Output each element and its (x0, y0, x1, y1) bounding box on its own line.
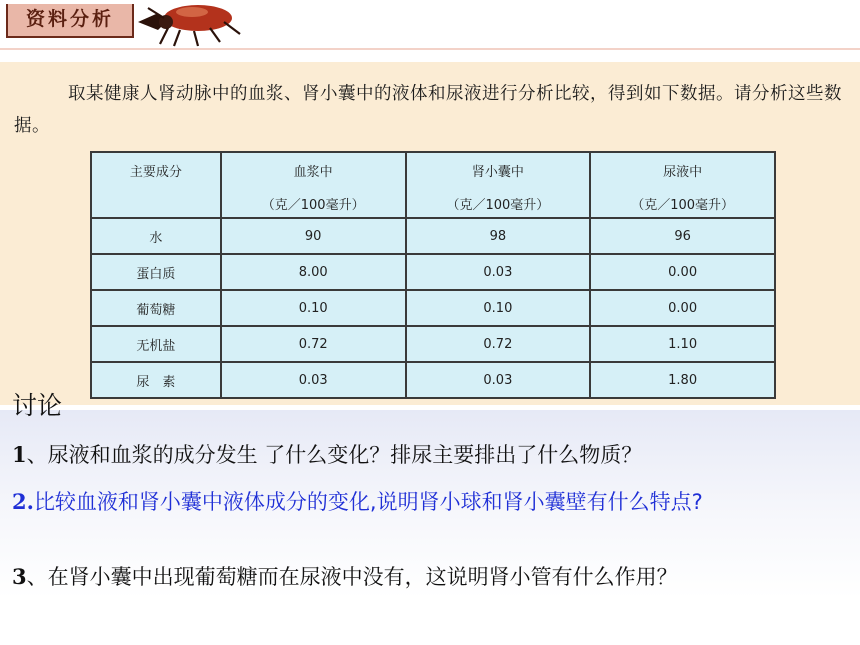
intro-text: 取某健康人肾动脉中的血浆、肾小囊中的液体和尿液进行分析比较，得到如下数据。请分析这些数据。 (14, 84, 842, 136)
table-cell: 0.03 (406, 254, 591, 290)
data-table (90, 151, 776, 399)
question-1 (12, 440, 852, 470)
table-cell: 98 (406, 218, 591, 254)
question-3 (12, 562, 852, 592)
question-text: 比较血液和肾小囊中液体成分的变化,说明肾小球和肾小囊壁有什么特点? (33, 490, 703, 514)
table-cell: 1.10 (590, 326, 775, 362)
table-cell: 0.72 (406, 326, 591, 362)
question-text: 、尿液和血浆的成分发生 了什么变化？排尿主要排出了什么物质？ (26, 443, 643, 467)
table-cell: 8.00 (221, 254, 406, 290)
header-rule (0, 48, 860, 50)
table-cell: 0.72 (221, 326, 406, 362)
table-row (91, 362, 775, 398)
table-cell: 0.00 (590, 254, 775, 290)
section-tag-label: 资料分析 (25, 8, 114, 30)
table-cell: 90 (221, 218, 406, 254)
table-row (91, 290, 775, 326)
table-cell: 尿 素 (91, 362, 221, 398)
discussion-title: 讨论 (12, 391, 63, 420)
header-cell: 肾小囊中 （克／100毫升） (406, 152, 591, 218)
table-cell: 蛋白质 (91, 254, 221, 290)
table-row (91, 254, 775, 290)
question-number: 3 (12, 564, 27, 589)
table-row (91, 326, 775, 362)
header-cell: 血浆中 （克／100毫升） (221, 152, 406, 218)
table-cell: 葡萄糖 (91, 290, 221, 326)
question-text: 、在肾小囊中出现葡萄糖而在尿液中没有，这说明肾小管有什么作用？ (26, 565, 678, 589)
table-cell: 1.80 (590, 362, 775, 398)
header-cell: 主要成分 (91, 152, 221, 218)
table-cell: 水 (91, 218, 221, 254)
table-cell: 0.00 (590, 290, 775, 326)
beetle-illustration (128, 0, 248, 48)
table-cell: 96 (590, 218, 775, 254)
table-header-row (91, 152, 775, 218)
table-cell: 0.10 (221, 290, 406, 326)
table-row (91, 218, 775, 254)
header-cell: 尿液中 （克／100毫升） (590, 152, 775, 218)
table-cell: 0.03 (221, 362, 406, 398)
question-number: 2. (12, 489, 34, 514)
section-tag (6, 4, 134, 38)
table-cell: 0.10 (406, 290, 591, 326)
question-number: 1 (12, 442, 27, 467)
table-cell: 无机盐 (91, 326, 221, 362)
table-cell: 0.03 (406, 362, 591, 398)
question-2 (12, 487, 852, 517)
